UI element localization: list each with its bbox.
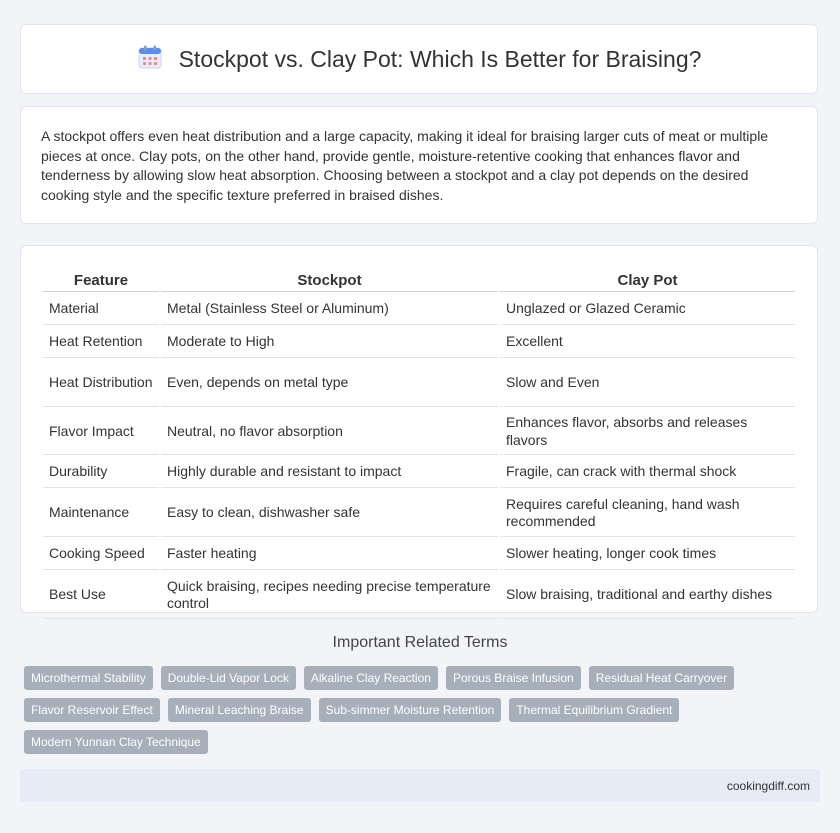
related-term-tag[interactable]: Sub-simmer Moisture Retention [319,698,502,722]
table-row [43,572,795,619]
table-cell: Cooking Speed [43,539,159,570]
table-cell: Moderate to High [161,327,498,358]
table-row [43,294,795,325]
table-row [43,539,795,570]
column-header: Clay Pot [500,266,795,292]
table-cell: Unglazed or Glazed Ceramic [500,294,795,325]
related-term-tag[interactable]: Porous Braise Infusion [446,666,581,690]
table-cell: Quick braising, recipes needing precise temperature control [161,572,498,619]
table-cell: Easy to clean, dishwasher safe [161,490,498,537]
table-cell: Highly durable and resistant to impact [161,457,498,488]
comparison-card [20,245,818,613]
related-term-tag[interactable]: Thermal Equilibrium Gradient [509,698,679,722]
table-cell: Maintenance [43,490,159,537]
table-cell: Enhances flavor, absorbs and releases flavors [500,409,795,455]
table-cell: Slow braising, traditional and earthy dishes [500,572,795,619]
table-cell: Material [43,294,159,325]
related-terms-title: Important Related Terms [332,634,508,651]
table-row [43,457,795,488]
table-cell: Neutral, no flavor absorption [161,409,498,455]
table-cell: Metal (Stainless Steel or Aluminum) [161,294,498,325]
header-card [20,24,818,94]
page-title: Stockpot vs. Clay Pot: Which Is Better for Braising? [178,45,702,72]
related-term-tag[interactable]: Alkaline Clay Reaction [304,666,438,690]
table-cell: Requires careful cleaning, hand wash recommended [500,490,795,537]
table-cell: Durability [43,457,159,488]
table-cell: Faster heating [161,539,498,570]
table-header-row [43,266,795,292]
related-term-tag[interactable]: Microthermal Stability [24,666,153,690]
intro-text: A stockpot offers even heat distribution and a large capacity, making it ideal for braising larger cuts of meat or multiple pieces at once. Clay pots, on the other hand, provide gentle, moisture-retentive cooking that enhances flavor and tenderness by allowing slow heat absorption. Choosing between a stockpot and a clay pot depends on the desired cooking style and the specific texture preferred in braised dishes. [41,128,769,203]
table-cell: Slower heating, longer cook times [500,539,795,570]
related-term-tag[interactable]: Mineral Leaching Braise [168,698,311,722]
table-row [43,409,795,455]
related-term-tag[interactable]: Double-Lid Vapor Lock [161,666,296,690]
column-header: Stockpot [161,266,498,292]
related-term-tag[interactable]: Modern Yunnan Clay Technique [24,730,208,754]
comparison-table [41,264,797,621]
table-cell: Even, depends on metal type [161,360,498,407]
related-term-tag[interactable]: Residual Heat Carryover [589,666,734,690]
site-name[interactable]: cookingdiff.com [726,778,810,793]
table-cell: Heat Retention [43,327,159,358]
table-row [43,327,795,358]
footer [20,769,820,802]
table-row [43,490,795,537]
table-cell: Heat Distribution [43,360,159,407]
table-cell: Best Use [43,572,159,619]
intro-card [20,106,818,224]
table-cell: Flavor Impact [43,409,159,455]
related-term-tag[interactable]: Flavor Reservoir Effect [24,698,160,722]
table-cell: Fragile, can crack with thermal shock [500,457,795,488]
related-terms-list [24,666,824,754]
table-cell: Excellent [500,327,795,358]
table-row [43,360,795,407]
calendar-icon [137,44,163,75]
table-cell: Slow and Even [500,360,795,407]
column-header: Feature [43,266,159,292]
